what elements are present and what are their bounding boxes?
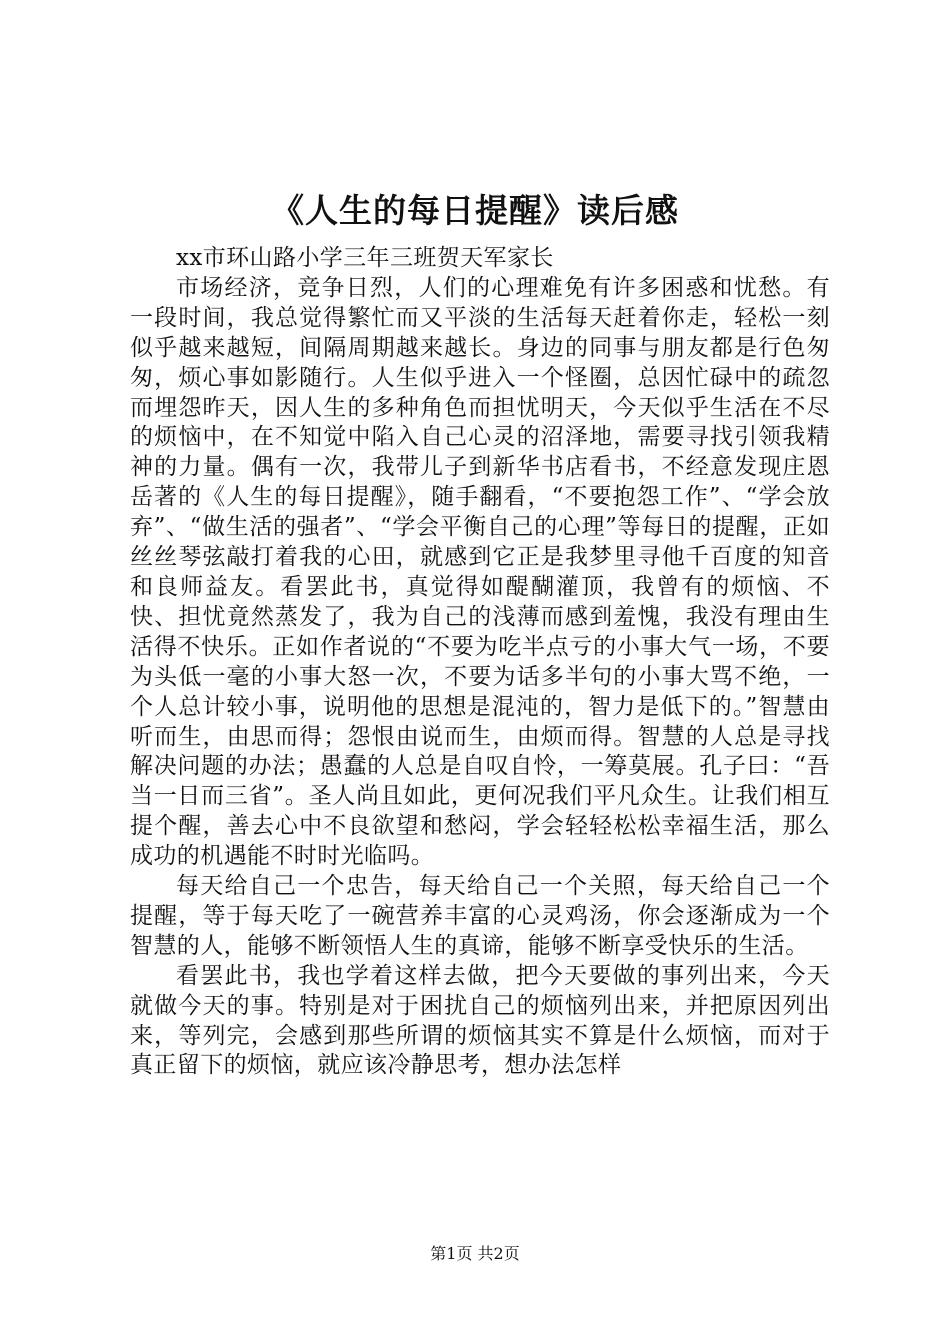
page-footer: 第1页 共2页 <box>430 1244 520 1263</box>
author-line: xx市环山路小学三年三班贺天军家长 <box>176 245 554 271</box>
paragraph-1: 市场经济，竞争日烈，人们的心理难免有许多困惑和忧愁。有一段时间，我总觉得繁忙而又平淡的生活每天赶着你走，轻松一刻似乎越来越短，间隔周期越来越长。身边的同事与朋友都是行色匆匆，烦心事如影随行。人生似乎进入一个怪圈，总因忙碌中的疏忽而埋怨昨天，因人生的多种角色而担忧明天，今天似乎生活在不尽的烦恼中，在不知觉中陷入自己心灵的沼泽地，需要寻找引领我精神的力量。偶有一次，我带儿子到新华书店看书，不经意发现庄恩岳著的《人生的每日提醒》，随手翻看，“不要抱怨工作”、“学会放弃”、“做生活的强者”、“学会平衡自己的心理”等每日的提醒，正如丝丝琴弦敲打着我的心田，就感到它正是我梦里寻他千百度的知音和良师益友。看罢此书，真觉得如醍醐灌顶，我曾有的烦恼、不快、担忧竟然蒸发了，我为自己的浅薄而感到羞愧，我没有理由生活得不快乐。正如作者说的“不要为吃半点亏的小事大气一场，不要为头低一毫的小事大怒一次，不要为话多半句的小事大骂不绝，一个人总计较小事，说明他的思想是混沌的，智力是低下的。”智慧由听而生，由思而得；怨恨由说而生，由烦而得。智慧的人总是寻找解决问题的办法；愚蠢的人总是自叹自怜，一筹莫展。孔子曰：“吾当一日而三省”。圣人尚且如此，更何况我们平凡众生。让我们相互提个醒，善去心中不良欲望和愁闷，学会轻轻松松幸福生活，那么成功的机遇能不时时光临吗。 <box>130 274 830 870</box>
document-body <box>130 244 830 1081</box>
paragraph-3: 看罢此书，我也学着这样去做，把今天要做的事列出来，今天就做今天的事。特别是对于困扰自己的烦恼列出来，并把原因列出来，等列完，会感到那些所谓的烦恼其实不算是什么烦恼，而对于真正留下的烦恼，就应该冷静思考，想办法怎样 <box>130 962 830 1079</box>
paragraph-2: 每天给自己一个忠告，每天给自己一个关照，每天给自己一个提醒，等于每天吃了一碗营养丰富的心灵鸡汤，你会逐渐成为一个智慧的人，能够不断领悟人生的真谛，能够不断享受快乐的生活。 <box>130 873 830 959</box>
document-title: 《人生的每日提醒》读后感 <box>271 191 679 230</box>
